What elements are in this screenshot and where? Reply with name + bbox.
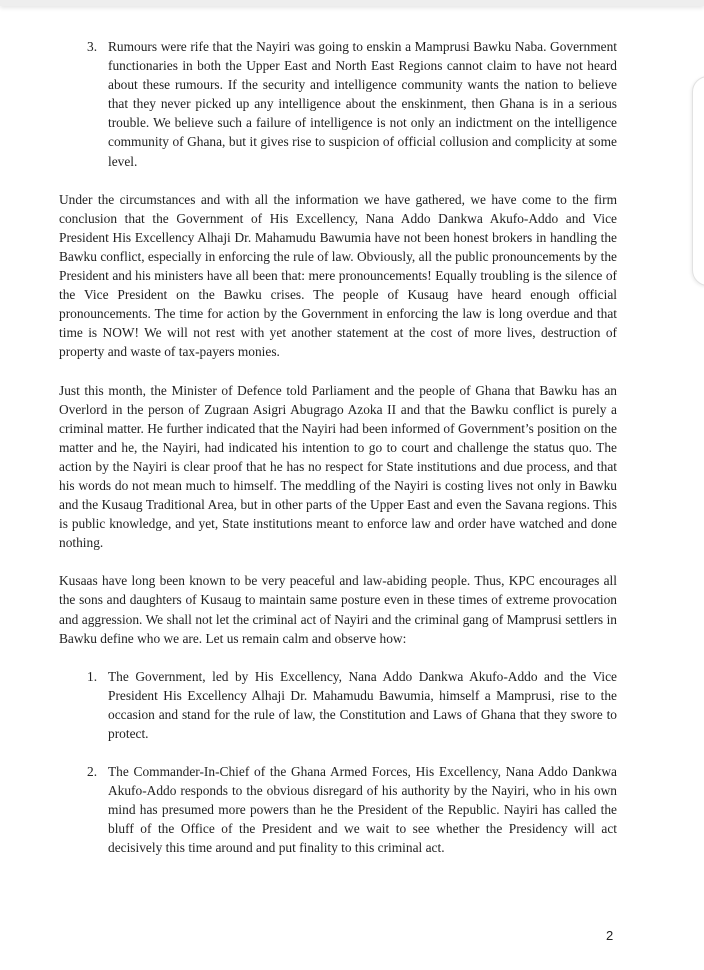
- side-panel-card[interactable]: [692, 76, 704, 286]
- list-item-text: Rumours were rife that the Nayiri was going to enskin a Mamprusi Bawku Naba. Government functionaries in both the Upper East and North East Regions cannot claim to have not heard about these rumours. If the security and intelligence community wants the nation to believe that they never picked up any intelligence about the enskinment, then Ghana is in a serious trouble. We believe such a failure of intelligence is not only an indictment on the intelligence community of Ghana, but it gives rise to suspicion of official collusion and complicity at some level.: [108, 39, 617, 169]
- paragraph-kusaas-peaceful: Kusaas have long been known to be very peaceful and law-abiding people. Thus, KPC encourages all the sons and daughters of Kusaug to maintain same posture even in these times of extreme provocation and aggression. We shall not let the criminal act of Nayiri and the criminal gang of Mamprusi settlers in Bawku define who we are. Let us remain calm and observe how:: [59, 573, 617, 646]
- paragraph-minister-defence: Just this month, the Minister of Defence told Parliament and the people of Ghana that Bawku has an Overlord in the person of Zugraan Asigri Abugrago Azoka II and that the Bawku conflict is purely a criminal matter. He further indicated that the Nayiri had been informed of Government’s position on the matter and he, the Nayiri, had indicated his intention to go to court and challenge the status quo. The action by the Nayiri is clear proof that he has no respect for State institutions and due process, and that his words do not mean much to himself. The meddling of the Nayiri is costing lives not only in Bawku and the Kusaug Traditional Area, but in other parts of the Upper East and even the Savana regions. This is public knowledge, and yet, State institutions meant to enforce law and order have watched and done nothing.: [59, 382, 617, 551]
- paragraph-conclusion: Under the circumstances and with all the information we have gathered, we have come to the firm conclusion that the Government of His Excellency, Nana Addo Dankwa Akufo-Addo and Vice President His Excellency Alhaji Dr. Mahamudu Bawumia have not been honest brokers in handling the Bawku conflict, especially in enforcing the rule of law. Obviously, all the public pronouncements by the President and his ministers have all been that: mere pronouncements! Equally troubling is the silence of the Vice President on the Bawku crises. The people of Kusaug have heard enough official pronouncements. The time for action by the Government in enforcing the law is long overdue and that time is NOW! We will not rest with yet another statement at the cost of more lives, destruction of property and waste of tax-payers monies.: [59, 191, 617, 360]
- list-item-2: [59, 762, 617, 857]
- list-number: 1.: [87, 668, 98, 684]
- list-number: 3.: [87, 39, 98, 54]
- viewer-top-bar: [0, 0, 704, 6]
- page-number: 2: [606, 928, 614, 943]
- list-item-text: The Commander-In-Chief of the Ghana Armed Forces, His Excellency, Nana Addo Dankwa Akufo-Addo responds to the obvious disregard of his authority by the Nayiri, who in his own mind has presumed more powers than he the President of the Republic. Nayiri has called the bluff of the Office of the President and we wait to see whether the Presidency will act decisively this time around and put finality to this criminal act.: [108, 764, 617, 856]
- document-page: [59, 37, 617, 877]
- list-item-3: [59, 37, 617, 171]
- list-number: 2.: [87, 764, 98, 780]
- list-item-text: The Government, led by His Excellency, Nana Addo Dankwa Akufo-Addo and the Vice President His Excellency Alhaji Dr. Mahamudu Bawumia, himself a Mamprusi, rise to the occasion and stand for the rule of law, the Constitution and Laws of Ghana that they swore to protect.: [108, 668, 617, 741]
- list-item-1: [59, 667, 617, 743]
